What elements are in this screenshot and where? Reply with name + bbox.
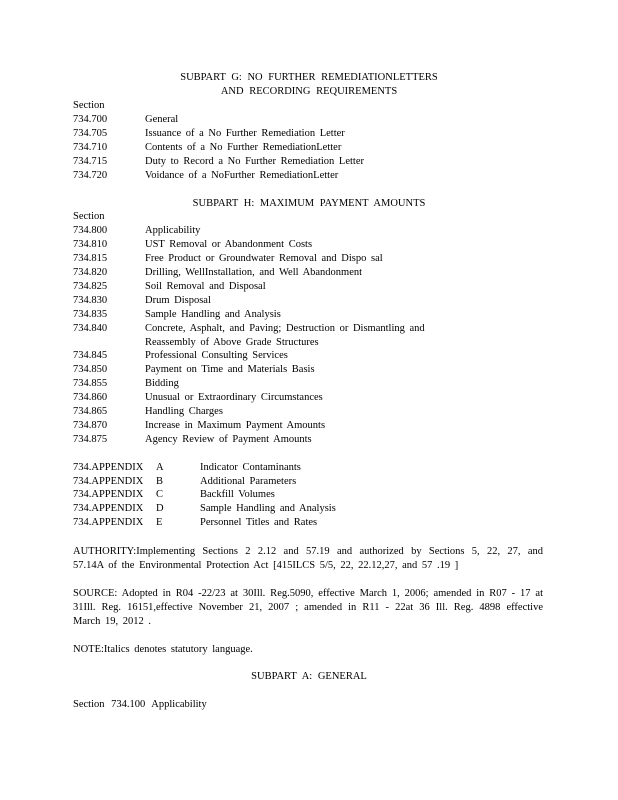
section-title: Handling Charges bbox=[145, 406, 223, 417]
subpart-h-heading: SUBPART H: MAXIMUM PAYMENT AMOUNTS bbox=[192, 198, 426, 209]
section-title: Drilling, WellInstallation, and Well Abandonment bbox=[145, 267, 363, 278]
appendix-title: Indicator Contaminants bbox=[200, 462, 301, 473]
section-label: Section bbox=[73, 211, 105, 222]
section-number: 734.700 bbox=[73, 114, 108, 125]
section-title: Issuance of a No Further Remediation Letter bbox=[145, 128, 345, 139]
section-title: General bbox=[145, 114, 179, 125]
section-title: Bidding bbox=[145, 378, 179, 389]
subpart-g-heading-line2: AND RECORDING REQUIREMENTS bbox=[220, 86, 398, 97]
section-number: 734.845 bbox=[73, 350, 108, 361]
section-number: 734.720 bbox=[73, 170, 108, 181]
appendix-title: Sample Handling and Analysis bbox=[200, 503, 336, 514]
appendix-letter: B bbox=[156, 476, 164, 487]
section-number: 734.815 bbox=[73, 253, 108, 264]
section-title: Drum Disposal bbox=[145, 295, 211, 306]
section-heading-734-100: Section 734.100 Applicability bbox=[73, 699, 207, 710]
section-number: 734.870 bbox=[73, 420, 108, 431]
authority-paragraph: AUTHORITY:Implementing Sections 2 2.12 and 57.19 and authorized by Sections 5, 22, 27, and 57.14A of the Environmental Protection Act [415ILCS 5/5, 22, 22.12,27, and 57 .19 ] bbox=[73, 546, 543, 571]
section-title: Increase in Maximum Payment Amounts bbox=[145, 420, 326, 431]
section-number: 734.850 bbox=[73, 364, 108, 375]
section-number: 734.715 bbox=[73, 156, 108, 167]
section-title-continuation: Reassembly of Above Grade Structures bbox=[145, 337, 319, 348]
section-number: 734.710 bbox=[73, 142, 108, 153]
appendix-number: 734.APPENDIX bbox=[73, 489, 144, 500]
section-title: Applicability bbox=[145, 225, 201, 236]
section-number: 734.820 bbox=[73, 267, 108, 278]
appendix-letter: E bbox=[156, 517, 163, 528]
appendix-title: Backfill Volumes bbox=[200, 489, 275, 500]
appendix-number: 734.APPENDIX bbox=[73, 517, 144, 528]
appendix-letter: C bbox=[156, 489, 164, 500]
section-title: UST Removal or Abandonment Costs bbox=[145, 239, 313, 250]
section-number: 734.800 bbox=[73, 225, 108, 236]
section-number: 734.810 bbox=[73, 239, 108, 250]
section-title: Voidance of a NoFurther RemediationLetter bbox=[145, 170, 339, 181]
section-number: 734.875 bbox=[73, 434, 108, 445]
section-title: Sample Handling and Analysis bbox=[145, 309, 281, 320]
section-number: 734.825 bbox=[73, 281, 108, 292]
section-number: 734.835 bbox=[73, 309, 108, 320]
appendix-title: Additional Parameters bbox=[200, 476, 297, 487]
appendix-number: 734.APPENDIX bbox=[73, 503, 144, 514]
section-number: 734.840 bbox=[73, 323, 108, 334]
subpart-a-heading: SUBPART A: GENERAL bbox=[251, 671, 367, 682]
section-title: Concrete, Asphalt, and Paving; Destruction or Dismantling and bbox=[145, 323, 425, 334]
section-number: 734.855 bbox=[73, 378, 108, 389]
section-title: Contents of a No Further RemediationLetter bbox=[145, 142, 342, 153]
appendix-letter: A bbox=[156, 462, 164, 473]
appendix-letter: D bbox=[156, 503, 164, 514]
source-paragraph: SOURCE: Adopted in R04 -22/23 at 30Ill. Reg.5090, effective March 1, 2006; amended in R07 - 17 at 31Ill. Reg. 16151,effective November 21, 2007 ; amended in R11 - 22at 36 Ill. Reg. 4898 effective March 19, 2012 . bbox=[73, 588, 543, 627]
section-title: Soil Removal and Disposal bbox=[145, 281, 266, 292]
appendix-number: 734.APPENDIX bbox=[73, 462, 144, 473]
section-title: Free Product or Groundwater Removal and Dispo sal bbox=[145, 253, 383, 264]
appendix-title: Personnel Titles and Rates bbox=[200, 517, 318, 528]
section-number: 734.865 bbox=[73, 406, 108, 417]
section-title: Agency Review of Payment Amounts bbox=[145, 434, 312, 445]
section-title: Unusual or Extraordinary Circumstances bbox=[145, 392, 323, 403]
section-number: 734.830 bbox=[73, 295, 108, 306]
section-number: 734.705 bbox=[73, 128, 108, 139]
section-label: Section bbox=[73, 100, 105, 111]
subpart-g-heading-line1: SUBPART G: NO FURTHER REMEDIATIONLETTERS bbox=[180, 72, 438, 83]
section-title: Professional Consulting Services bbox=[145, 350, 288, 361]
appendix-number: 734.APPENDIX bbox=[73, 476, 144, 487]
note-paragraph: NOTE:Italics denotes statutory language. bbox=[73, 644, 253, 655]
section-title: Duty to Record a No Further Remediation Letter bbox=[145, 156, 364, 167]
section-number: 734.860 bbox=[73, 392, 108, 403]
section-title: Payment on Time and Materials Basis bbox=[145, 364, 315, 375]
